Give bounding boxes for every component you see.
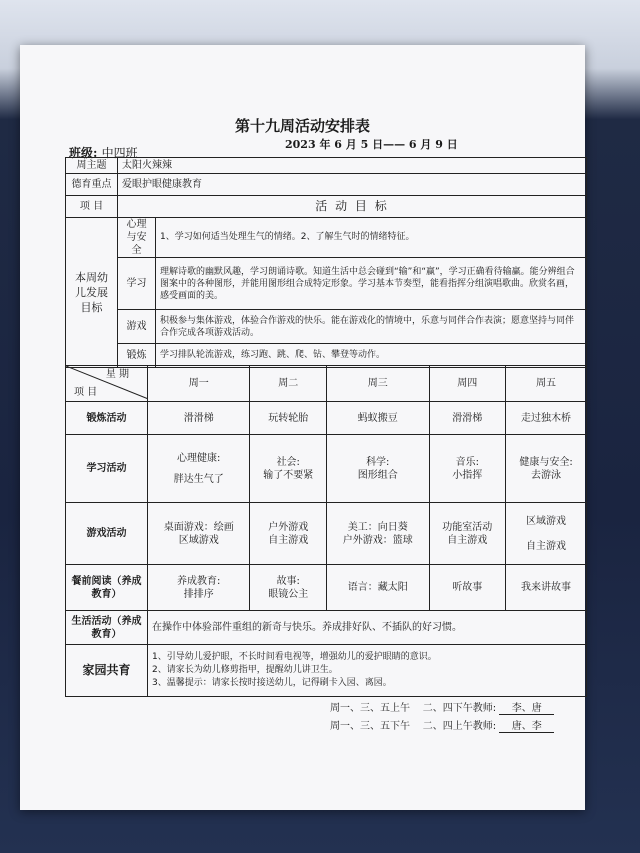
teacher-names: 李、唐 — [499, 699, 554, 715]
schedule-cell: 听故事 — [429, 565, 506, 611]
theme-label: 周主题 — [66, 158, 118, 174]
day-header: 周四 — [429, 366, 506, 402]
life-text: 在操作中体验部件重组的新奇与快乐。养成排好队、不插队的好习惯。 — [148, 611, 587, 645]
schedule-table — [65, 365, 587, 697]
moral-label: 德育重点 — [66, 174, 118, 196]
goal-area: 游戏 — [118, 310, 156, 344]
corner-week: 星 期 — [105, 369, 129, 380]
schedule-cell: 蚂蚁搬豆 — [327, 402, 429, 435]
day-header: 周三 — [327, 366, 429, 402]
goal-text: 学习排队轮流游戏，练习跑、跳、爬、钻、攀登等动作。 — [156, 344, 587, 368]
moral-value: 爱眼护眼健康教育 — [118, 174, 587, 196]
dev-goals-label: 本周幼儿发展目标 — [66, 218, 118, 368]
schedule-cell — [250, 565, 327, 611]
schedule-cell — [429, 435, 506, 503]
schedule-cell — [506, 503, 587, 565]
goals-table — [65, 157, 587, 368]
cell-line: 故事: — [276, 575, 300, 587]
row-label: 餐前阅读（养成教育） — [66, 565, 148, 611]
cell-line: 胖达生气了 — [173, 473, 224, 485]
cell-line: 户外游戏 — [268, 521, 309, 533]
corner-cell — [66, 366, 148, 402]
corner-item: 项 目 — [74, 387, 98, 398]
footer-schedule: 二、四下午教师: — [422, 703, 497, 714]
footer-schedule: 二、四上午教师: — [422, 721, 497, 732]
row-label: 锻炼活动 — [66, 402, 148, 435]
home-label: 家园共育 — [66, 645, 148, 697]
schedule-cell — [250, 503, 327, 565]
schedule-cell: 滑滑梯 — [148, 402, 250, 435]
home-item: 1、引导幼儿爱护眼，不长时间看电视等，增强幼儿的爱护眼睛的意识。 — [152, 652, 437, 662]
teacher-names: 唐、李 — [499, 717, 554, 733]
footer-schedule: 周一、三、五下午 — [330, 721, 410, 732]
cell-line: 区域游戏 — [526, 515, 567, 527]
cell-line: 桌面游戏：绘画 — [163, 521, 234, 533]
cell-line: 区域游戏 — [178, 534, 219, 546]
cell-line: 图形组合 — [357, 469, 398, 481]
cell-line: 健康与安全: — [519, 456, 573, 468]
cell-line: 自主游戏 — [447, 534, 488, 546]
home-item: 3、温馨提示：请家长按时接送幼儿，记得刷卡入园、离园。 — [152, 678, 392, 688]
home-content — [148, 645, 587, 697]
cell-line: 眼镜公主 — [268, 588, 309, 600]
schedule-cell: 语言：藏太阳 — [327, 565, 429, 611]
goal-text: 理解诗歌的幽默风趣，学习朗诵诗歌。知道生活中总会碰到“输”和“赢”，学习正确看待输赢。能分辨组合图案中的各种图形，并能用图形组合成特定形象。学习基本节奏型，能看指挥分组演唱歌曲。欣赏名画，感受画面的美。 — [156, 258, 587, 310]
goal-text: 积极参与集体游戏，体验合作游戏的快乐。能在游戏化的情境中，乐意与同伴合作表演；愿意坚持与同伴合作完成各项游戏活动。 — [156, 310, 587, 344]
class-label-text: 班级: — [69, 146, 98, 160]
page-title: 第十九周活动安排表 — [234, 117, 370, 135]
footer-schedule: 周一、三、五上午 — [330, 703, 410, 714]
cell-line: 排排序 — [183, 588, 214, 600]
schedule-paper — [20, 45, 585, 810]
schedule-cell: 走过独木桥 — [506, 402, 587, 435]
schedule-cell: 我来讲故事 — [506, 565, 587, 611]
schedule-cell — [429, 503, 506, 565]
goal-area: 锻炼 — [118, 344, 156, 368]
schedule-cell: 滑滑梯 — [429, 402, 506, 435]
footer-line-1 — [330, 699, 554, 715]
cell-line: 心理健康: — [177, 452, 221, 464]
cell-line: 小指挥 — [452, 469, 483, 481]
day-header: 周五 — [506, 366, 587, 402]
cell-line: 音乐: — [455, 456, 479, 468]
schedule-cell — [148, 503, 250, 565]
schedule-cell — [250, 435, 327, 503]
schedule-cell — [506, 435, 587, 503]
cell-line: 美工：向日葵 — [347, 521, 408, 533]
day-header: 周一 — [148, 366, 250, 402]
cell-line: 输了不要紧 — [263, 469, 314, 481]
schedule-cell — [327, 503, 429, 565]
row-label: 游戏活动 — [66, 503, 148, 565]
cell-line: 自主游戏 — [526, 540, 567, 552]
cell-line: 养成教育: — [177, 575, 221, 587]
life-label: 生活活动（养成教育） — [66, 611, 148, 645]
row-label: 学习活动 — [66, 435, 148, 503]
cell-line: 自主游戏 — [268, 534, 309, 546]
schedule-cell — [148, 565, 250, 611]
goals-header: 活 动 目 标 — [118, 196, 587, 218]
date-range: 2023 年 6 月 5 日—— 6 月 9 日 — [285, 138, 458, 151]
item-label: 项 目 — [66, 196, 118, 218]
theme-value: 太阳火辣辣 — [118, 158, 587, 174]
home-item: 2、请家长为幼儿修剪指甲，提醒幼儿讲卫生。 — [152, 665, 338, 675]
schedule-cell — [148, 435, 250, 503]
goal-area: 学习 — [118, 258, 156, 310]
schedule-cell — [327, 435, 429, 503]
cell-line: 社会: — [276, 456, 300, 468]
cell-line: 科学: — [366, 456, 390, 468]
goal-area: 心理与安全 — [118, 218, 156, 258]
cell-line: 户外游戏：篮球 — [342, 534, 413, 546]
day-header: 周二 — [250, 366, 327, 402]
schedule-cell: 玩转轮胎 — [250, 402, 327, 435]
class-value: 中四班 — [101, 146, 138, 160]
goal-text: 1、学习如何适当处理生气的情绪。2、了解生气时的情绪特征。 — [156, 218, 587, 258]
cell-line: 功能室活动 — [442, 521, 493, 533]
cell-line: 去游泳 — [531, 469, 562, 481]
footer-line-2 — [330, 717, 554, 733]
